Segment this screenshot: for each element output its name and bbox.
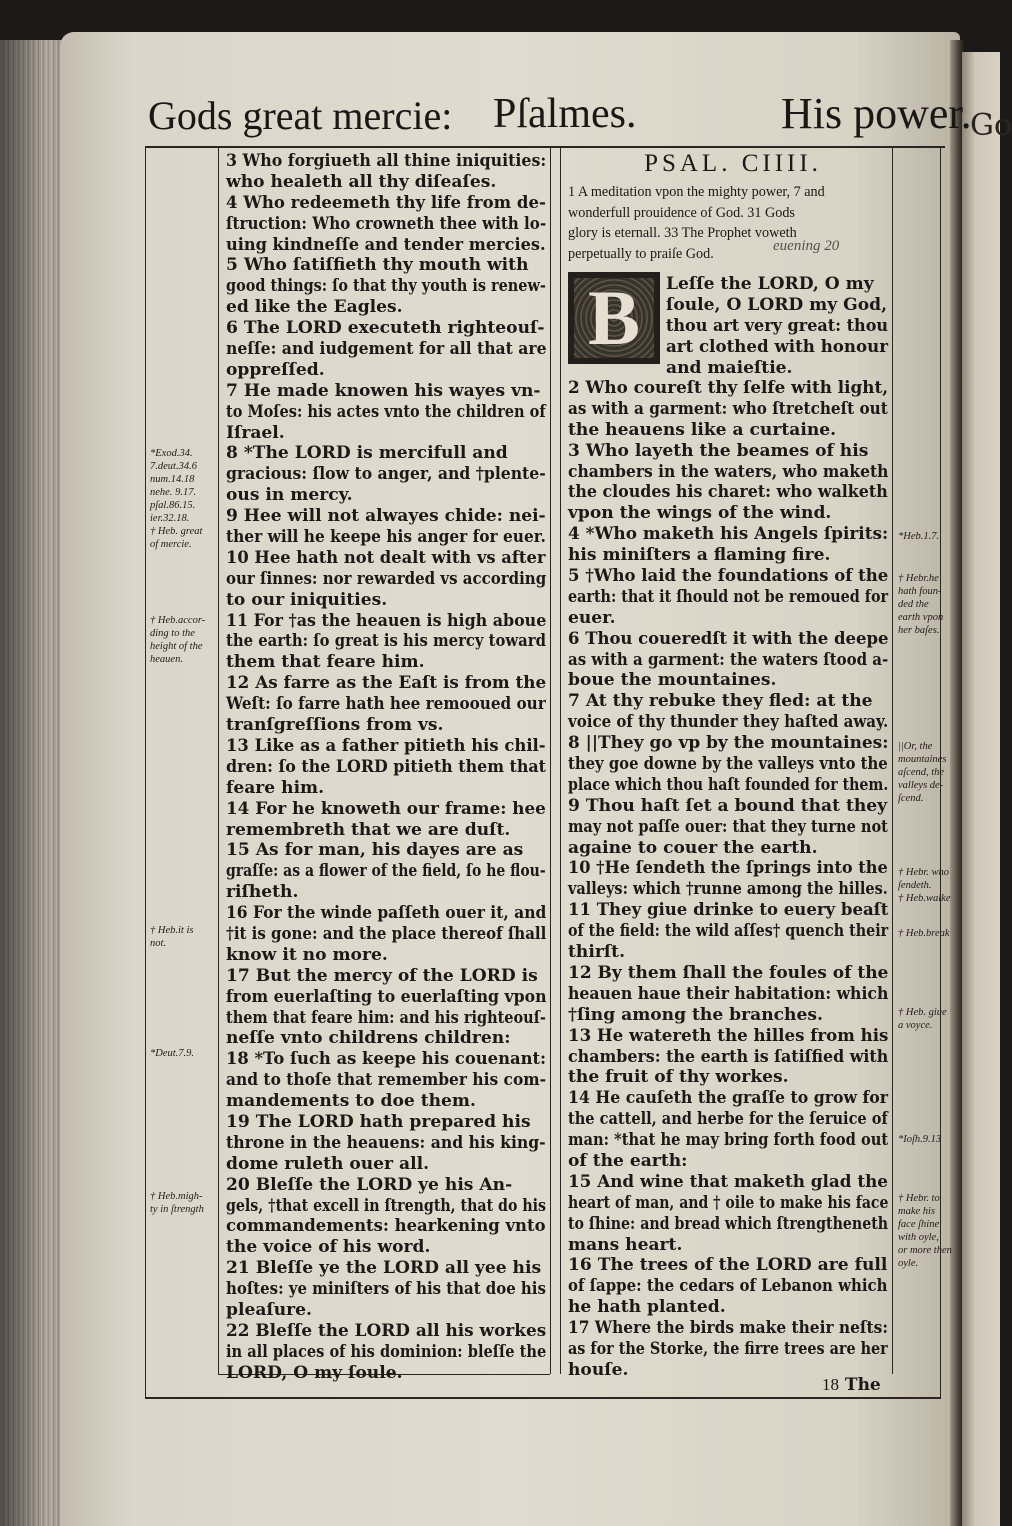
right-text-column (568, 378, 888, 1381)
running-head-right: His power. (781, 89, 972, 138)
text-line: commandements: hearkening vnto (226, 1216, 546, 1237)
text-line: the voice of his word. (226, 1237, 431, 1258)
text-line: his miniſters a flaming fire. (568, 545, 831, 566)
text-line: 6 Thou coueredſt it with the deepe (568, 628, 889, 649)
text-line: ous in mercy. (226, 485, 353, 506)
text-line: them that feare him: and his righteouſ- (226, 1007, 546, 1028)
text-line: ther will he keepe his anger for euer. (226, 527, 546, 548)
text-line: uing kindneſſe and tender mercies. (226, 234, 546, 255)
text-line: mandements to doe them. (226, 1091, 476, 1112)
margin-note: † Hebr.he hath foun- ded the earth vpon her baſes. (898, 573, 944, 636)
text-line: 16 The trees of the LORD are full (568, 1255, 888, 1276)
decorated-initial (568, 272, 660, 364)
text-line: the cattell, and herbe for the ſeruice of (568, 1109, 888, 1130)
right-margin-rule (892, 146, 893, 1374)
column-rule-left (550, 146, 551, 1374)
footer-rule (145, 1397, 941, 1399)
text-line: pleaſure. (226, 1299, 313, 1320)
text-line: valleys: which †runne among the hilles. (568, 879, 888, 900)
margin-note: *Heb.1.7. (898, 531, 940, 542)
text-line: 22 Bleſſe the LORD all his workes (226, 1320, 547, 1341)
catchword-verse-number: 18 (822, 1375, 839, 1394)
text-line: good things: ſo that thy youth is renew- (226, 276, 546, 297)
text-line: voice of thy thunder they haſted away. (568, 712, 889, 733)
psalm-summary: 1 A meditation vpon the mighty power, 7 and wonderfull prouidence of God. 31 Gods glory is eternall. 33 The Prophet voweth perpetually to praiſe God. (568, 184, 825, 262)
text-line: ed like the Eagles. (226, 297, 403, 318)
text-line: Leſſe the LORD, O my (666, 274, 874, 294)
text-line: man: *that he may bring forth food out (568, 1130, 889, 1151)
text-line: 11 For †as the heauen is high aboue (226, 610, 547, 631)
drop-cap-letter: B (587, 274, 641, 361)
text-line: they goe downe by the valleys vnto the (568, 754, 888, 775)
text-line: 17 But the mercy of the LORD is (226, 965, 538, 986)
text-line: 10 †He ſendeth the ſprings into the (568, 858, 888, 879)
margin-note: † Hebr. to make his face ſhine with oyle, or more then oyle. (898, 1193, 952, 1269)
text-line: euer. (568, 607, 616, 628)
text-line: oppreſſed. (226, 359, 325, 380)
text-line: the earth: ſo great is his mercy toward (226, 631, 546, 652)
margin-note: † Heb.break (898, 928, 950, 939)
text-line: heart of man, and † oile to make his face (568, 1192, 889, 1213)
left-text-column (226, 151, 546, 1384)
text-line: 20 Bleſſe the LORD ye his An- (226, 1174, 513, 1195)
text-line: dome ruleth ouer all. (226, 1153, 430, 1174)
column-rule-right (560, 146, 561, 1374)
text-line: Weſt: ſo farre hath hee remooued our (226, 694, 546, 715)
text-line: 13 He watereth the hilles from his (568, 1025, 889, 1046)
margin-note: ||Or, the mountaines aſcend, the valleys de- ſcend. (898, 741, 947, 804)
text-line: the cloudes his charet: who walketh (568, 482, 888, 503)
text-line: the heauens like a curtaine. (568, 419, 837, 440)
text-line: 13 Like as a father pitieth his chil- (226, 735, 546, 756)
text-line: †it is gone: and the place thereof ſhall (226, 923, 547, 944)
text-line: 4 *Who maketh his Angels ſpirits: (568, 524, 889, 545)
text-line: 7 He made knowen his wayes vn- (226, 380, 541, 401)
text-line: 6 The LORD executeth righteouſ- (226, 318, 545, 339)
margin-note: † Heb.accor- ding to the height of the heauen. (150, 615, 206, 665)
text-line: ſoule, O LORD my God, (666, 294, 888, 315)
text-line: 16 For the winde paſſeth ouer it, and (226, 903, 547, 924)
text-line: who healeth all thy diſeaſes. (226, 171, 497, 192)
text-line: 14 For he knoweth our frame: hee (226, 798, 546, 819)
margin-note: *Exod.34. 7.deut.34.6 num.14.18 nehe. 9.17. pſal.86.15. ier.32.18. † Heb. great of mercie. (150, 448, 203, 550)
text-line: 9 Hee will not alwayes chide: nei- (226, 506, 546, 527)
text-line: the fruit of thy workes. (568, 1067, 789, 1088)
text-line: place which thou haſt founded for them. (568, 774, 889, 795)
text-line: 5 Who ſatiſfieth thy mouth with (226, 255, 529, 276)
facing-page-heading: Go (970, 108, 1012, 143)
text-line: mans heart. (568, 1234, 683, 1255)
margin-note: † Heb.it is not. (150, 925, 194, 949)
text-line: 5 †Who laid the foundations of the (568, 566, 889, 587)
text-line: gels, †that excell in ſtrength, that do his (226, 1195, 547, 1216)
text-line: remembreth that we are duſt. (226, 819, 511, 840)
frame-left-rule (145, 146, 146, 1398)
text-line: againe to couer the earth. (568, 837, 818, 858)
text-line: LORD, O my ſoule. (226, 1362, 403, 1383)
text-line: 3 Who layeth the beames of his (568, 440, 869, 461)
text-line: houſe. (568, 1359, 629, 1380)
dropcap-text (666, 274, 888, 378)
text-line: 14 He cauſeth the graſſe to grow for (568, 1088, 889, 1109)
text-line: chambers: the earth is ſatiſfied with (568, 1046, 889, 1067)
text-line: as with a garment: who ſtretcheſt out (568, 398, 888, 419)
text-line: 11 They giue drinke to euery beaſt (568, 900, 889, 921)
text-line: to ſhine: and bread which ſtrengtheneth (568, 1213, 889, 1234)
left-margin-rule (218, 146, 219, 1374)
text-line: 8 *The LORD is mercifull and (226, 443, 508, 464)
text-line: neſſe vnto childrens children: (226, 1028, 511, 1049)
text-line: thirſt. (568, 942, 626, 963)
text-line: 19 The LORD hath prepared his (226, 1111, 531, 1132)
text-line: and maieſtie. (666, 357, 793, 378)
text-line: may not paſſe ouer: that they turne not (568, 816, 888, 837)
text-line: †ſing among the branches. (568, 1004, 823, 1025)
text-line: 3 Who forgiueth all thine iniquities: (226, 151, 547, 171)
margin-note: † Heb. giue a voyce. (898, 1007, 947, 1031)
text-line: of ſappe: the cedars of Lebanon which (568, 1276, 888, 1297)
text-line: 15 And wine that maketh glad the (568, 1171, 888, 1192)
margin-note: † Hebr. who ſendeth. † Heb.walke (898, 867, 951, 904)
text-line: dren: ſo the LORD pitieth them that (226, 756, 546, 777)
facing-page-edge (962, 52, 1000, 1526)
text-line: tranſgreſſions from vs. (226, 715, 444, 736)
header-rule (145, 146, 945, 148)
text-line: 12 By them ſhall the foules of the (568, 962, 889, 983)
text-line: 17 Where the birds make their neſts: (568, 1318, 889, 1339)
text-line: 10 Hee hath not dealt with vs after (226, 547, 546, 568)
text-line: 15 As for man, his dayes are as (226, 840, 524, 861)
psalm-title: PSAL. CIIII. (644, 150, 822, 177)
text-line: ſtruction: Who crowneth thee with lo- (226, 213, 547, 234)
text-line: boue the mountaines. (568, 670, 777, 691)
catchword (822, 1375, 881, 1395)
text-line: graſſe: as a flower of the field, ſo he flou- (226, 861, 546, 882)
text-line: and to thoſe that remember his com- (226, 1070, 547, 1091)
text-line: in all places of his dominion: bleſſe the (226, 1341, 547, 1362)
text-line: neſſe: and iudgement for all that are (226, 339, 547, 360)
text-line: of the earth: (568, 1150, 688, 1171)
text-line: hoſtes: ye miniſters of his that doe his (226, 1279, 546, 1300)
handwritten-note: euening 20 (773, 238, 840, 254)
text-line: from euerlaſting to euerlaſting vpon (226, 986, 547, 1007)
text-line: our ſinnes: nor rewarded vs according (226, 568, 547, 589)
text-line: as for the Storke, the firre trees are her (568, 1338, 888, 1359)
text-line: of the field: the wild aſſes† quench their (568, 921, 889, 942)
text-line: know it no more. (226, 944, 388, 965)
text-line: 4 Who redeemeth thy life from de- (226, 192, 546, 213)
text-line: riſheth. (226, 882, 299, 903)
text-line: gracious: ſlow to anger, and †plente- (226, 464, 546, 485)
running-head-left: Gods great mercie: (148, 93, 453, 138)
text-line: 9 Thou haſt ſet a bound that they (568, 795, 888, 816)
text-line: art clothed with honour (666, 336, 888, 357)
margin-note: † Heb.migh- ty in ſtrength (150, 1191, 204, 1215)
text-line: as with a garment: the waters ſtood a- (568, 649, 889, 670)
text-line: earth: that it ſhould not be remoued for (568, 586, 889, 607)
text-line: 8 ||They go vp by the mountaines: (568, 733, 889, 754)
text-line: thou art very great: thou (666, 315, 889, 336)
text-line: he hath planted. (568, 1297, 726, 1318)
text-line: 7 At thy rebuke they fled: at the (568, 691, 873, 712)
text-line: to our iniquities. (226, 589, 388, 610)
text-line: feare him. (226, 777, 325, 798)
text-line: 18 *To ſuch as keepe his couenant: (226, 1049, 547, 1070)
text-line: 21 Bleſſe ye the LORD all yee his (226, 1258, 542, 1279)
text-line: them that feare him. (226, 652, 425, 673)
catchword-text: The (844, 1375, 881, 1395)
text-line: Iſrael. (226, 422, 285, 443)
text-line: heauen haue their habitation: which (568, 983, 889, 1004)
margin-note: *Deut.7.9. (150, 1048, 195, 1059)
text-line: throne in the heauens: and his king- (226, 1132, 546, 1153)
running-head-center: Pſalmes. (493, 91, 637, 137)
margin-note: *Ioſh.9.13 (898, 1134, 942, 1145)
text-line: 12 As farre as the Eaſt is from the (226, 673, 547, 694)
text-line: chambers in the waters, who maketh (568, 461, 889, 482)
text-line: to Moſes: his actes vnto the children of (226, 401, 546, 422)
text-line: vpon the wings of the wind. (568, 503, 832, 524)
text-line: 2 Who coureſt thy ſelfe with light, (568, 378, 889, 398)
